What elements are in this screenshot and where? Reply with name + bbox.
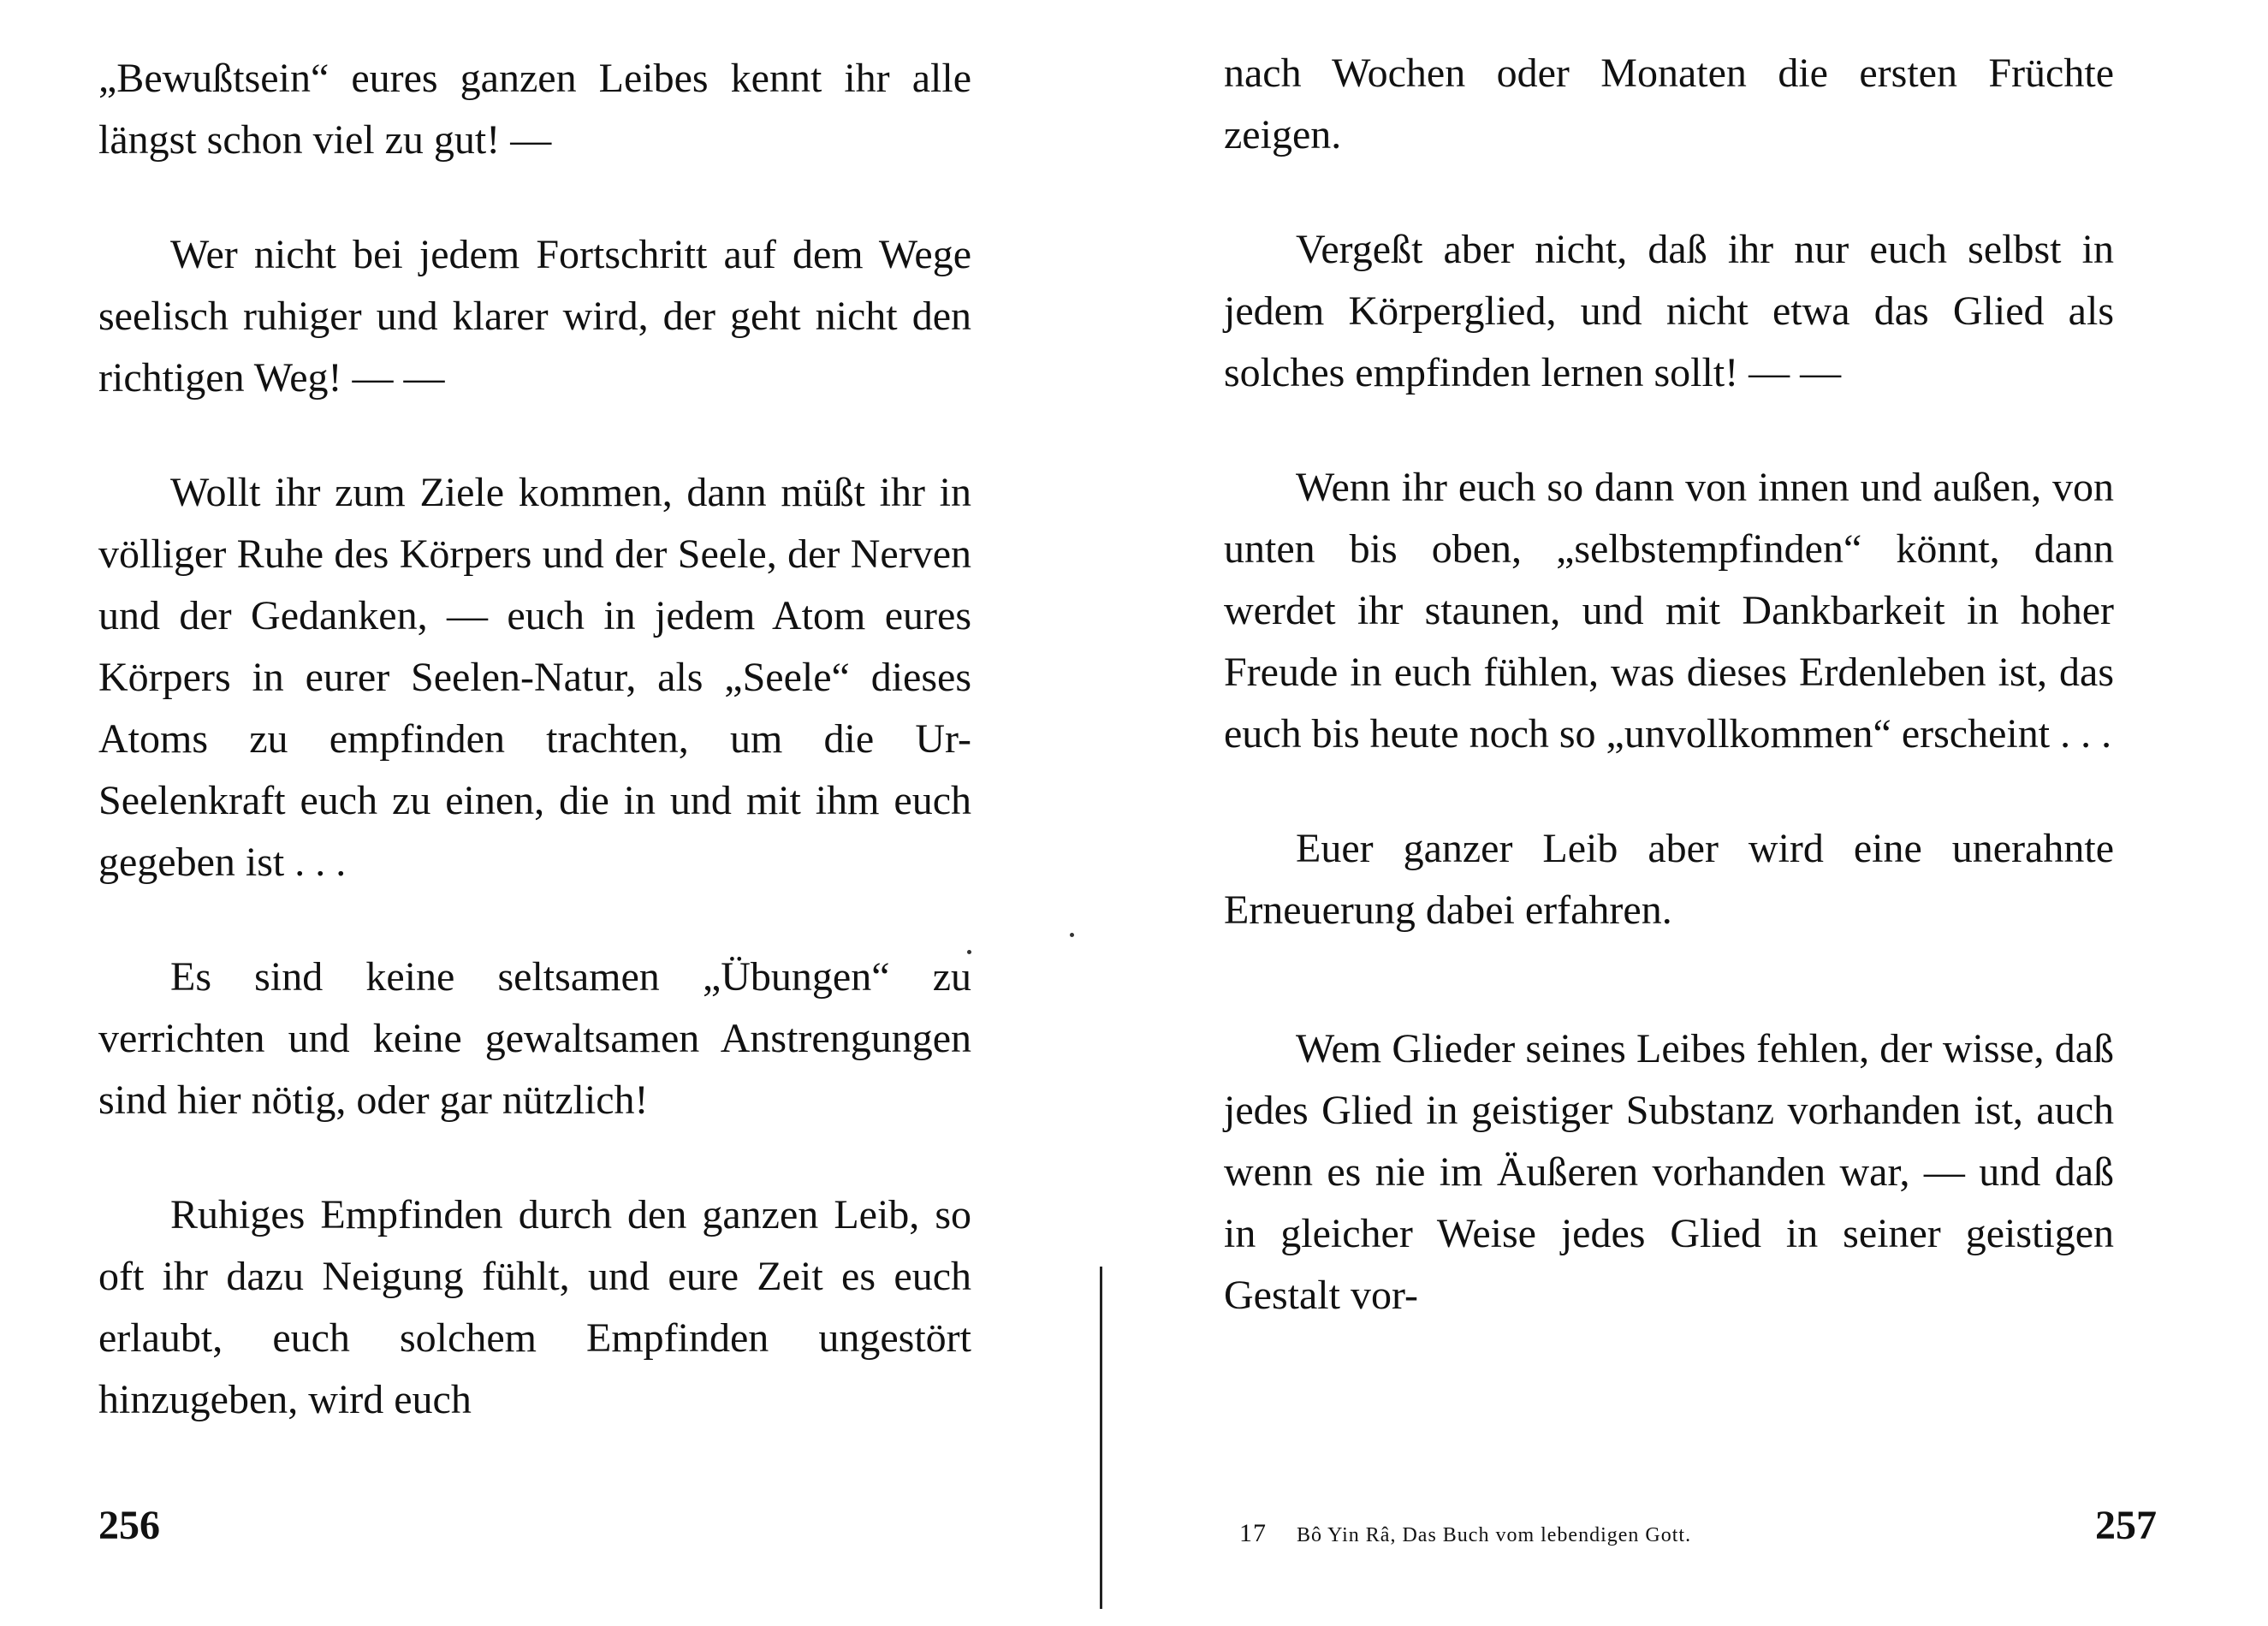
left-page-number: 256 <box>98 1503 160 1548</box>
left-paragraph-3: Wollt ihr zum Ziele kommen, dann müßt ihr in völliger Ruhe des Körpers und der Seele, der Nerven und der Gedanken, — euch in jedem Atom eures Körpers in eurer Seelen-Natur, als „Seele“ dieses Atoms zu empfinden trachten, um die Ur-Seelenkraft euch zu einen, die in und mit ihm euch gegeben ist . . . <box>98 470 971 885</box>
right-paragraph-1: nach Wochen oder Monaten die ersten Früchte zeigen. <box>1224 50 2114 157</box>
right-paragraph-5: Wem Glieder seines Leibes fehlen, der wisse, daß jedes Glied in geistiger Substanz vorhanden ist, auch wenn es nie im Äußeren vorhanden war, — und daß in gleicher Weise jedes Glied in seiner geistigen Gestalt vor- <box>1224 1026 2114 1318</box>
scan-speck <box>1070 933 1074 937</box>
right-page <box>1113 0 2268 1626</box>
left-paragraph-4: Es sind keine seltsamen „Übungen“ zu verrichten und keine gewaltsamen Anstrengungen sind hier nötig, oder gar nützlich! <box>98 954 971 1123</box>
signature-line <box>1239 1519 1691 1548</box>
signature-number: 17 <box>1239 1519 1267 1547</box>
right-page-number: 257 <box>2095 1503 2157 1548</box>
left-page <box>0 0 1113 1626</box>
gutter-line <box>1100 1267 1102 1609</box>
scan-speck <box>967 950 971 954</box>
right-text-block <box>1224 43 2114 1326</box>
left-paragraph-5: Ruhiges Empfinden durch den ganzen Leib, so oft ihr dazu Neigung fühlt, und eure Zeit es euch erlaubt, euch solchem Empfinden ungestört hinzugeben, wird euch <box>98 1192 971 1422</box>
left-paragraph-1: „Bewußtsein“ eures ganzen Leibes kennt ihr alle längst schon viel zu gut! — <box>98 56 971 163</box>
right-paragraph-3: Wenn ihr euch so dann von innen und außen, von unten bis oben, „selbstempfinden“ könnt, dann werdet ihr staunen, und mit Dankbarkeit in hoher Freude in euch fühlen, was dieses Erdenleben ist, das euch bis heute noch so „unvollkommen“ erscheint . . . <box>1224 465 2114 757</box>
signature-text: Bô Yin Râ, Das Buch vom lebendigen Gott. <box>1297 1524 1692 1546</box>
right-paragraph-4: Euer ganzer Leib aber wird eine unerahnte Erneuerung dabei erfahren. <box>1224 826 2114 933</box>
left-text-block <box>98 48 971 1431</box>
left-paragraph-2: Wer nicht bei jedem Fortschritt auf dem Wege seelisch ruhiger und klarer wird, der geht nicht den richtigen Weg! — — <box>98 232 971 401</box>
right-paragraph-2: Vergeßt aber nicht, daß ihr nur euch selbst in jedem Körperglied, und nicht etwa das Glied als solches empfinden lernen sollt! — — <box>1224 227 2114 395</box>
